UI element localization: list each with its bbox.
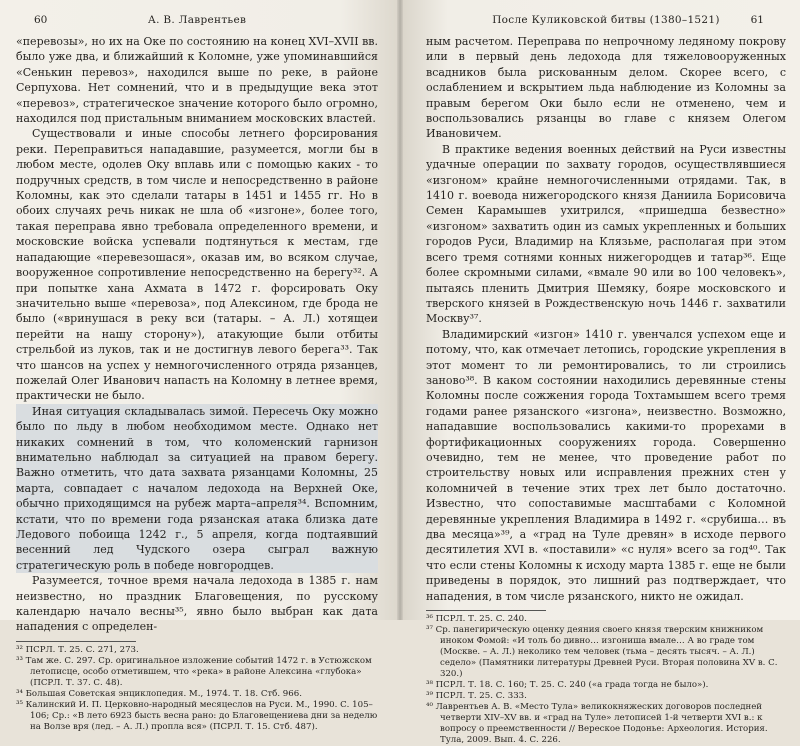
paragraph-highlighted: Иная ситуация складывалась зимой. Пересечь Оку можно было по льду в любом необходимом месте. Однако нет никаких сомнений в том, что коломенский гарнизон внимательно наблюдал за ситуацией на правом берегу. Важно отметить, что дата захвата рязанцами Коломны, 25 марта, совпадает с началом ледохода на Верхней Оке, обычно приходящимся на рубеж марта–апреля³⁴. Вспомним, кстати, что по времени года рязанская атака близка дате Ледового побоища 1242 г., 5 апреля, когда подтаявший весенний лед Чудского озера сыграл важную стратегическую роль в победе новгородцев. [16, 404, 378, 572]
left-footnotes [16, 645, 378, 733]
paragraph: Владимирский «изгон» 1410 г. увенчался успехом еще и потому, что, как отмечает летопись, городские укрепления в этот момент то ли ремонтировались, то ли строились заново³⁸. В каком состоянии находились деревянные стены Коломны после сожжения города Тохтамышем всего тремя годами ранее рязанского «изгона», неизвестно. Возможно, нападавшие воспользовались какими-то прорехами в фортификационных сооружениях города. Совершенно очевидно, тем не менее, что проведение работ по строительству новых или исправления прежних стен у коломничей в течение этих трех лет было достаточно. Известно, что сопоставимые масштабами с Коломной деревянные укрепления Владимира в 1492 г. «срубиша… въ два месяца»³⁹, а «град на Туле древян» в исходе первого десятилетия XVI в. «поставили» «с нуля» всего за год⁴⁰. Так что если стены Коломны к исходу марта 1385 г. еще не были приведены в порядок, это лишний раз подтверждает, что нападения, в том числе рязанского, никто не ожидал. [426, 327, 786, 603]
footnote-rule [16, 641, 136, 642]
right-page-body [426, 34, 786, 604]
right-page-number: 61 [750, 14, 764, 26]
right-footnotes [426, 614, 786, 746]
left-page-body [16, 34, 378, 635]
footnote-rule [426, 610, 546, 611]
paragraph: Разумеется, точное время начала ледохода в 1385 г. нам неизвестно, но праздник Благовещения, по русскому календарю начало весны³⁵, явно было выбран как дата нападения с определен- [16, 574, 378, 634]
footnote: ³⁵ Калинский И. П. Церковно-народный месяцеслов на Руси. М., 1990. С. 105–106; Ср.: «В лето 6923 бысть весна рано: до Благовещениева дни за неделю на Волзе вря (лед. – А. Л.) пропла вся» (ПСРЛ. Т. 15. Стб. 487). [16, 699, 378, 732]
footnote: ³⁶ ПСРЛ. Т. 25. С. 240. [426, 614, 527, 625]
footnote: ³⁴ Большая Советская энциклопедия. М., 1974. Т. 18. Стб. 966. [16, 688, 302, 699]
left-running-header [16, 8, 378, 34]
paragraph: ным расчетом. Переправа по непрочному ледяному покрову или в первый день ледохода для тяжеловооруженных всадников была рискованным делом. Скорее всего, с ослаблением и вскрытием льда наблюдение из Коломны за правым берегом Оки было если не отменено, чем и воспользовались рязанцы во главе с князем Олегом Ивановичем. [426, 35, 786, 141]
left-running-head-title: А. В. Лаврентьев [147, 14, 247, 26]
book-gutter [397, 0, 403, 620]
footnote: ³⁹ ПСРЛ. Т. 25. С. 333. [426, 691, 527, 702]
right-running-header [426, 8, 786, 34]
left-page-number: 60 [34, 14, 48, 26]
left-page [0, 0, 400, 732]
paragraph: Существовали и иные способы летнего форсирования реки. Переправиться нападавшие, разумеется, могли бы в любом месте, одолев Оку вплавь или с помощью каких - то подручных средств, в том числе и непосредственно в районе Коломны, как это сделали татары в 1451 и 1455 гг. Но в обоих случаях речь никак не шла об «изгоне», более того, такая переправа явно требовала определенного времени, и московские войска успевали подтянуться к местам, где нападающие «перевезошася», оказав им, во всяком случае, вооруженное сопротивление непосредственно на берегу³². А при попытке хана Ахмата в 1472 г. форсировать Оку значительно выше «перевоза», под Алексином, где брода не было («вринушася в реку вси (татары. – А. Л.) хотящеи перейти на нашу сторону»), атакующие были отбиты стрельбой из луков, так и не достигнув левого берега³³. Так что шансов на успех у немногочисленного отряда рязанцев, пожелай Олег Иванович напасть на Коломну в летнее время, практически не было. [16, 127, 378, 403]
paragraph: В практике ведения военных действий на Руси известны удачные операции по захвату городов, осуществлявшиеся «изгоном» крайне немногочисленными отрядами. Так, в 1410 г. воевода нижегородского князя Даниила Борисовича Семен Карамышев ухитрился, «пришедша безвестно» «изгоном» захватить один из самых укрепленных и больших городов Руси, Владимир на Клязьме, располагая при этом всего тремя сотнями конных нижегородцев и татар³⁶. Еще более скромными силами, «вмале 90 или во 100 человекъ», пытаясь пленить Дмитрия Шемяку, бояре московского и тверского князей в Рождественскую ночь 1446 г. захватили Москву³⁷. [426, 142, 786, 326]
right-running-head-title: После Куликовской битвы (1380–1521) [492, 14, 720, 26]
right-page [400, 0, 800, 746]
footnote: ³⁸ ПСРЛ. Т. 18. С. 160; Т. 25. С. 240 («а града тогда не было»). [426, 680, 709, 691]
footnote: ⁴⁰ Лаврентьев А. В. «Место Тула» великокняжеских договоров последней четверти XIV–XV вв. и «град на Туле» летописей 1-й четверти XVI в.: к вопросу о преемственности // Вереское Подонье: Археология. История. Тула, 2009. Вып. 4. С. 226. [426, 702, 768, 746]
footnote: ³⁷ Ср. панегирическую оценку деяния своего князя тверским книжником иноком Фомой: «И толь бо дивно… изгониша вмале… А во граде том (Москве. – А. Л.) неколико тем человек (тьма – десять тысяч. – А. Л.) седело» (Памятники литературы Древней Руси. Вторая половина XV в. С. 320.) [426, 625, 778, 680]
footnote: ³² ПСРЛ. Т. 25. С. 271, 273. [16, 644, 139, 655]
paragraph: «перевозы», но их на Оке по состоянию на конец XVI–XVII вв. было уже два, и ближайший к Коломне, уже упоминавшийся «Сенькин перевоз», находился выше по реке, в районе Серпухова. Нет сомнений, что и в предыдущие века этот «перевоз», стратегическое значение которого было огромно, находился под пристальным вниманием московских властей. [16, 35, 378, 126]
footnote: ³³ Там же. С. 297. Ср. оригинальное изложение событий 1472 г. в Устюжском летописце, особо отметившем, что «река» в районе Алексина «глубока» (ПСРЛ. Т. 37. С. 48). [16, 655, 372, 688]
